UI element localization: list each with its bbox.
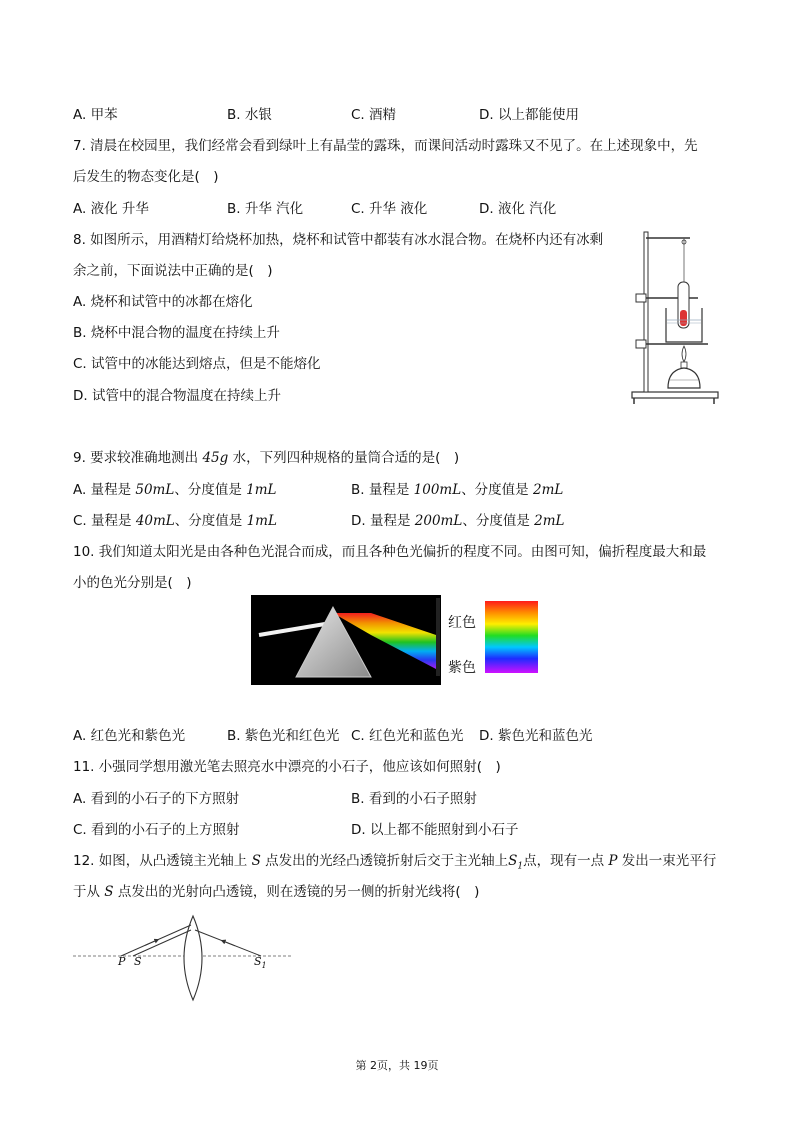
fig-label-p: P bbox=[118, 955, 126, 968]
q7-stem-line2: 后发生的物态变化是( ) bbox=[73, 169, 219, 185]
q10-stem-line2: 小的色光分别是( ) bbox=[73, 575, 192, 591]
q10-option-d: D. 紫色光和蓝色光 bbox=[479, 728, 593, 744]
q9-option-b-range: 100mL bbox=[413, 482, 462, 498]
q9-option-d-range: 200mL bbox=[414, 513, 463, 529]
q6-option-b: B. 水银 bbox=[227, 107, 272, 123]
fig-label-s1-sub: 1 bbox=[261, 961, 267, 971]
q8-option-a: A. 烧杯和试管中的冰都在熔化 bbox=[73, 294, 253, 310]
q11-option-b: B. 看到的小石子照射 bbox=[351, 791, 477, 807]
q6-option-d: D. 以上都能使用 bbox=[479, 107, 579, 123]
label-red: 红色 bbox=[448, 615, 476, 631]
q9-option-c-range: 40mL bbox=[135, 513, 175, 529]
q12-var-s-2: S bbox=[104, 884, 114, 900]
q10-option-c: C. 红色光和蓝色光 bbox=[351, 728, 464, 744]
q8-stem-line2: 余之前，下面说法中正确的是( ) bbox=[73, 263, 273, 279]
q9-option-a-pre: A. 量程是 bbox=[73, 482, 136, 498]
q10-stem-line1: 10. 我们知道太阳光是由各种色光混合而成，而且各种色光偏折的程度不同。由图可知，偏折程度最大和最 bbox=[73, 544, 707, 560]
q12-stem-c: 点，现有一点 bbox=[523, 853, 609, 869]
q12-stem-e: 于从 bbox=[73, 884, 105, 900]
q11-option-c: C. 看到的小石子的上方照射 bbox=[73, 822, 240, 838]
q8-stem-line1: 8. 如图所示，用酒精灯给烧杯加热，烧杯和试管中都装有冰水混合物。在烧杯内还有冰剩 bbox=[73, 232, 604, 248]
q11-stem: 11. 小强同学想用激光笔去照亮水中漂亮的小石子，他应该如何照射( ) bbox=[73, 759, 501, 775]
q12-var-p: P bbox=[608, 853, 618, 869]
fig-label-s1 bbox=[254, 955, 267, 970]
screen-bar bbox=[436, 598, 440, 676]
q9-option-d-pre: D. 量程是 bbox=[351, 513, 415, 529]
q7-stem-line1: 7. 清晨在校园里，我们经常会看到绿叶上有晶莹的露珠，而课间活动时露珠又不见了。在上述现象中，先 bbox=[73, 138, 698, 154]
q8-option-d: D. 试管中的混合物温度在持续上升 bbox=[73, 388, 281, 404]
q9-option-b bbox=[351, 478, 563, 498]
heating-apparatus-figure bbox=[628, 228, 724, 406]
q9-option-a-mid: 、分度值是 bbox=[174, 482, 247, 498]
q12-stem-f: 点发出的光射向凸透镜，则在透镜的另一侧的折射光线将( ) bbox=[113, 884, 480, 900]
fig-label-s1-letter: S bbox=[254, 955, 262, 968]
q11-option-d: D. 以上都不能照射到小石子 bbox=[351, 822, 519, 838]
q8-option-c: C. 试管中的冰能达到熔点，但是不能熔化 bbox=[73, 356, 321, 372]
prism-dispersion-figure bbox=[251, 595, 441, 685]
q10-option-b: B. 紫色光和红色光 bbox=[227, 728, 340, 744]
q7-option-c: C. 升华 液化 bbox=[351, 201, 428, 217]
q12-var-s1: S bbox=[508, 853, 518, 869]
q8-option-b: B. 烧杯中混合物的温度在持续上升 bbox=[73, 325, 280, 341]
q9-option-a bbox=[73, 478, 276, 498]
q9-option-b-mid: 、分度值是 bbox=[461, 482, 533, 498]
q12-stem-a: 12. 如图，从凸透镜主光轴上 bbox=[73, 853, 252, 869]
q12-stem-d: 发出一束光平行 bbox=[617, 853, 717, 869]
q9-option-c-mid: 、分度值是 bbox=[174, 513, 247, 529]
color-spectrum-swatch bbox=[485, 601, 538, 673]
q9-option-c bbox=[73, 509, 277, 529]
q9-stem bbox=[73, 446, 459, 466]
q9-option-b-div: 2mL bbox=[532, 482, 564, 498]
q12-var-s1-sub: 1 bbox=[517, 861, 524, 872]
q10-option-a: A. 红色光和紫色光 bbox=[73, 728, 186, 744]
q9-option-a-range: 50mL bbox=[135, 482, 175, 498]
fig-label-s: S bbox=[134, 955, 142, 968]
q6-option-a: A. 甲苯 bbox=[73, 107, 118, 123]
q9-option-b-pre: B. 量程是 bbox=[351, 482, 414, 498]
q9-mass: 45g bbox=[202, 450, 229, 466]
q9-option-d-div: 2mL bbox=[534, 513, 565, 529]
q7-option-a: A. 液化 升华 bbox=[73, 201, 149, 217]
q7-option-d: D. 液化 汽化 bbox=[479, 201, 557, 217]
q12-var-s: S bbox=[251, 853, 261, 869]
q11-option-a: A. 看到的小石子的下方照射 bbox=[73, 791, 240, 807]
q9-option-c-pre: C. 量程是 bbox=[73, 513, 136, 529]
q12-stem-b: 点发出的光经凸透镜折射后交于主光轴上 bbox=[260, 853, 509, 869]
label-violet: 紫色 bbox=[448, 660, 476, 676]
q7-option-b: B. 升华 汽化 bbox=[227, 201, 304, 217]
q9-option-a-div: 1mL bbox=[246, 482, 277, 498]
q9-option-c-div: 1mL bbox=[246, 513, 277, 529]
page-footer: 第 2页，共 19页 bbox=[355, 1059, 439, 1072]
q9-stem-b: 水，下列四种规格的量筒合适的是( ) bbox=[228, 450, 460, 466]
q9-option-d bbox=[351, 509, 564, 529]
q9-option-d-mid: 、分度值是 bbox=[462, 513, 535, 529]
q6-option-c: C. 酒精 bbox=[351, 107, 397, 123]
q9-stem-a: 9. 要求较准确地测出 bbox=[73, 450, 203, 466]
q12-stem-line2 bbox=[73, 880, 479, 900]
q12-stem-line1 bbox=[73, 849, 716, 872]
